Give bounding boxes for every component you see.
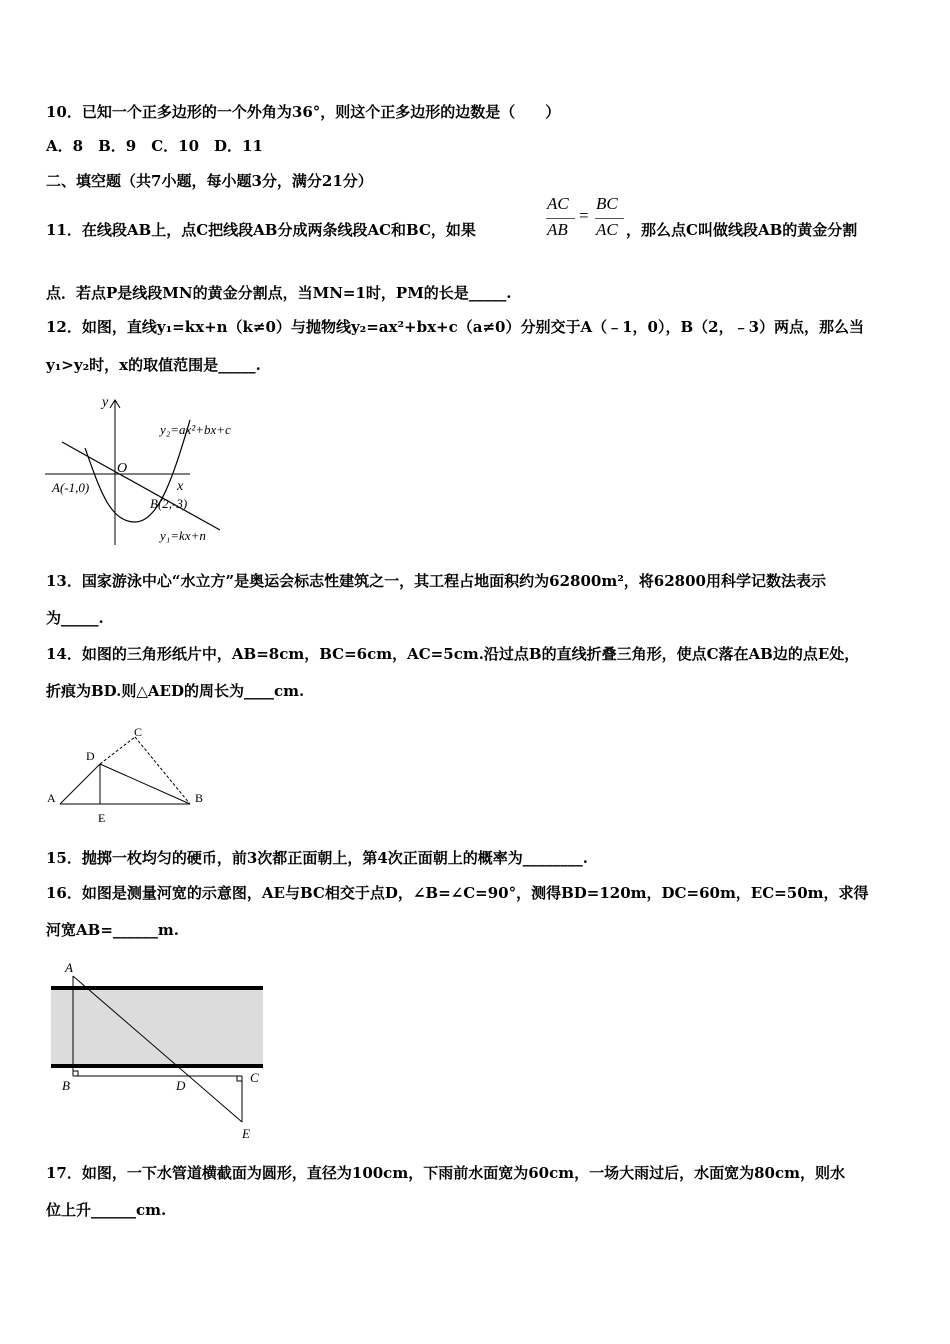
q17-line2: 位上升______cm.: [46, 1201, 167, 1219]
river-band: [51, 988, 263, 1066]
right-angle-b: [73, 1071, 78, 1076]
q11-line2: 点．若点P是线段MN的黄金分割点，当MN=1时，PM的长是_____.: [46, 284, 512, 302]
label-b: B: [195, 791, 204, 805]
q12-line1: 12．如图，直线y₁=kx+n（k≠0）与抛物线y₂=ax²+bx+c（a≠0）分别交于A（﹣1，0），B（2，﹣3）两点，那么当: [46, 318, 865, 336]
q16-figure: [40, 958, 280, 1148]
y-axis-label: y: [102, 395, 109, 410]
label-e: E: [242, 1126, 250, 1141]
q10-stem: 10．已知一个正多边形的一个外角为36°，则这个正多边形的边数是（ ）: [46, 103, 561, 121]
segment-cb-dashed: [135, 737, 190, 804]
frac-left-denominator: AB: [547, 220, 568, 239]
q11-fraction: [546, 194, 626, 244]
segment-ad: [60, 764, 100, 804]
label-d: D: [176, 1078, 186, 1093]
q15-line1: 15．抛掷一枚均匀的硬币，前3次都正面朝上，第4次正面朝上的概率为________.: [46, 849, 588, 867]
label-b: B: [62, 1078, 70, 1093]
frac-left-numerator: AC: [547, 194, 569, 213]
q14-figure: [40, 722, 220, 832]
frac-right-bar: [595, 218, 624, 219]
section-heading: 二、填空题（共7小题，每小题3分，满分21分）: [46, 172, 373, 190]
x-axis-label: x: [177, 479, 184, 494]
q14-line2: 折痕为BD.则△AED的周长为____cm.: [46, 682, 305, 700]
origin-label: O: [117, 461, 128, 476]
frac-right-denominator: AC: [596, 220, 618, 239]
q14-line1: 14．如图的三角形纸片中，AB=8cm，BC=6cm，AC=5cm.沿过点B的直线折叠三角形，使点C落在AB边的点E处，: [46, 645, 860, 663]
frac-equals: =: [579, 206, 589, 225]
line-label: y₁=kx+n: [160, 528, 206, 543]
point-a-label: A(-1,0): [52, 480, 90, 495]
parabola-label: y₂=ax²+bx+c: [160, 422, 231, 437]
label-c: C: [134, 725, 143, 739]
label-e: E: [98, 811, 106, 825]
label-a: A: [65, 960, 73, 975]
segment-dc-dashed: [100, 737, 135, 764]
q12-figure: [40, 390, 280, 555]
right-angle-c: [237, 1076, 242, 1081]
q16-line1: 16．如图是测量河宽的示意图，AE与BC相交于点D，∠B=∠C=90°，测得BD=120m，DC=60m，EC=50m，求得: [46, 884, 869, 902]
q16-line2: 河宽AB=______m.: [46, 921, 179, 939]
q12-line2: y₁>y₂时，x的取值范围是_____.: [46, 356, 261, 374]
segment-db: [100, 764, 190, 804]
q11-line1-part1: 11．在线段AB上，点C把线段AB分成两条线段AC和BC，如果: [46, 221, 476, 239]
point-b-label: B(2,-3): [150, 496, 188, 511]
label-a: A: [47, 791, 56, 805]
frac-right-numerator: BC: [596, 194, 618, 213]
frac-left-bar: [546, 218, 575, 219]
label-c: C: [250, 1070, 259, 1085]
q13-line2: 为_____.: [46, 609, 104, 627]
q10-options: A．8 B．9 C．10 D．11: [46, 137, 263, 155]
label-d: D: [86, 749, 95, 763]
q11-line1-part2: ，那么点C叫做线段AB的黄金分割: [626, 221, 858, 239]
q17-line1: 17．如图，一下水管道横截面为圆形，直径为100cm，下雨前水面宽为60cm，一场大雨过后，水面宽为80cm，则水: [46, 1164, 845, 1182]
q13-line1: 13．国家游泳中心“水立方”是奥运会标志性建筑之一，其工程占地面积约为62800m²，将62800用科学记数法表示: [46, 572, 826, 590]
